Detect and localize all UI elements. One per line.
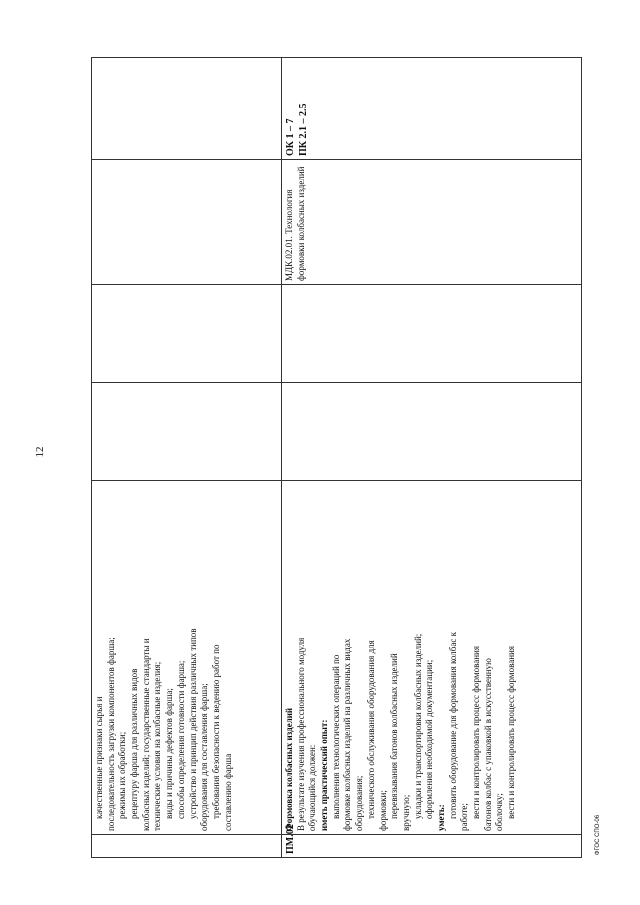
text-line: последовательность загрузки компонентов фарша; <box>105 637 116 831</box>
curriculum-table-rotated <box>91 58 581 858</box>
text-line: оборудования для составления фарша; <box>199 683 210 831</box>
curriculum-table <box>91 57 582 858</box>
cell-code-empty <box>92 835 282 858</box>
page-number: 12 <box>34 446 46 458</box>
cell-hours-max <box>282 383 582 481</box>
text-line: работе; <box>459 803 470 831</box>
text-line: батонов колбас с упаковкой в искусственную <box>482 658 493 831</box>
cell-knowledge-continuation <box>92 481 282 835</box>
text-line: вести и контролировать процесс формования <box>506 646 517 819</box>
text-line: готовить оборудование для формования колбас к <box>447 632 458 819</box>
text-line: устройство и принцип действия различных типов <box>187 628 198 819</box>
text-line: виды и причины дефектов фарша; <box>164 688 175 819</box>
module-description-list <box>284 484 518 831</box>
text-line: требования безопасности к ведению работ по <box>210 644 221 819</box>
cell-competencies <box>282 58 582 160</box>
competency-code: ПК 2.1 – 2.5 <box>298 103 309 156</box>
table-row-continuation <box>92 58 282 858</box>
text-line: иметь практический опыт: <box>319 719 330 831</box>
cell-hours-class <box>282 285 582 383</box>
text-line: рецептуру фарша для различных видов <box>129 668 140 819</box>
text-line: выполнения технологических операций по <box>330 654 341 819</box>
text-line: Формовка колбасных изделий <box>284 707 294 831</box>
text-line: технического обслуживания оборудования для <box>365 640 376 819</box>
cell-hours-class-empty <box>92 285 282 383</box>
cell-module-code <box>282 824 582 858</box>
text-line: обучающийся должен: <box>307 744 318 831</box>
text-line: режимы их обработки; <box>117 731 128 819</box>
competency-codes <box>284 61 310 156</box>
table-row-pm02 <box>282 58 582 858</box>
competency-code: ОК 1 – 7 <box>285 118 296 156</box>
text-line: уметь: <box>435 804 446 831</box>
text-line: технические условия на колбасные изделия; <box>152 661 163 831</box>
module-code: ПМ.02 <box>285 824 296 854</box>
cell-module-description <box>282 481 582 835</box>
cell-mdk-empty <box>92 160 282 285</box>
text-line: колбасных изделий; государственные стандарты и <box>140 638 151 831</box>
text-line: укладки и транспортировки колбасных изделий; <box>412 633 423 819</box>
text-line: способы определения готовности фарша; <box>175 660 186 819</box>
text-line: оформления необходимой документации; <box>424 659 435 819</box>
cell-competence-empty <box>92 58 282 160</box>
cell-mdk <box>282 160 582 285</box>
knowledge-list <box>94 484 234 831</box>
text-line: В результате изучения профессионального модуля <box>295 637 306 831</box>
text-line: составлению фарша <box>222 753 233 831</box>
text-line: формовки; <box>377 790 388 831</box>
text-line: вручную; <box>400 794 411 831</box>
text-line: формовке колбасных изделий на различных видах <box>342 638 353 831</box>
cell-hours-max-empty <box>92 383 282 481</box>
text-line: вести и контролировать процесс формования <box>471 646 481 819</box>
text-line: оборудования; <box>354 775 365 831</box>
text-line: качественные признаки сырья и <box>94 696 104 819</box>
footer-code: ФГОС СПО-06 <box>595 814 601 856</box>
text-line: оболочку; <box>494 793 505 831</box>
mdk-title: МДК.02.01. Технология формовки колбасных изделий <box>284 166 306 281</box>
text-line: перевязывания батонов колбасных изделий <box>389 653 400 819</box>
